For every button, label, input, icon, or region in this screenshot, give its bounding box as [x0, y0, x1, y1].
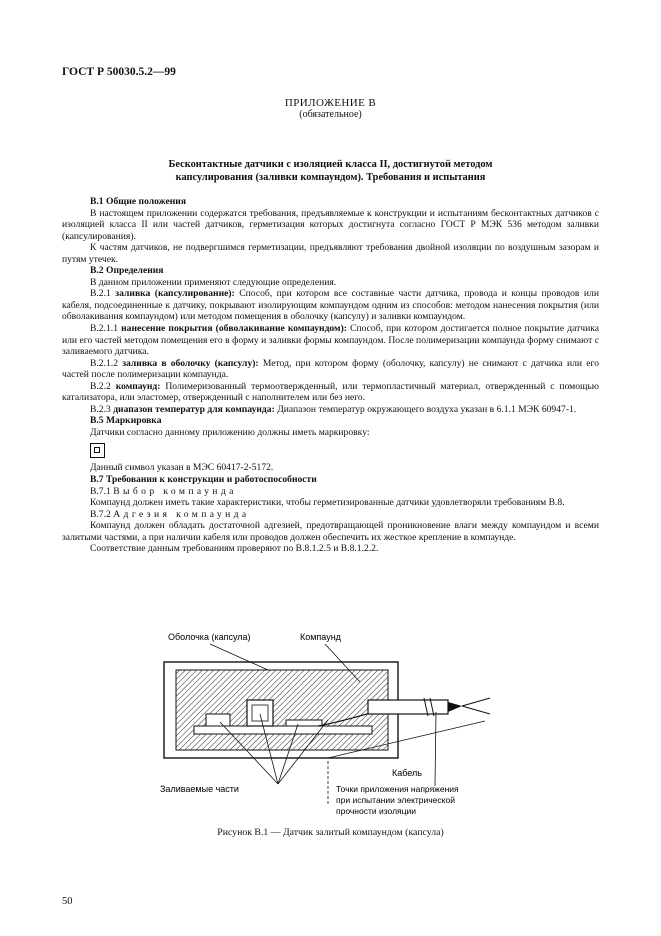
subsection-heading-b71 [62, 486, 599, 498]
label-cable: Кабель [392, 768, 422, 778]
circuit-board [194, 726, 372, 734]
definition-number: В.2.1.2 [90, 357, 118, 369]
appendix-title: ПРИЛОЖЕНИЕ В [284, 97, 377, 109]
definition-text: Способ, при котором достигается полное покрытие датчика или его частей методом помещения его в форму и заливки формы компаундом. После полимеризации компаунда форму снимают с заливаемого датчика. [62, 323, 600, 358]
component-small [206, 714, 230, 726]
definition-b211 [62, 323, 599, 358]
definition-b22 [62, 381, 599, 404]
document-header: ГОСТ Р 50030.5.2—99 [62, 66, 176, 78]
document-body [62, 196, 599, 555]
paragraph-b72-check: Соответствие данным требованиям проверяют по В.8.1.2.5 и В.8.1.2.2. [90, 543, 379, 555]
leader-cable [435, 712, 436, 786]
definition-term: диапазон температур для компаунда: [113, 403, 275, 415]
section-heading-b2: В.2 Определения [90, 265, 164, 277]
document-title-line1: Бесконтактные датчики с изоляцией класса II, достигнутой методом [168, 159, 493, 170]
paragraph-b1-2: К частям датчиков, не подвергшимся герметизации, предъявляют требования двойной изоляции по воздушным зазорам и путям утечек. [62, 242, 599, 265]
definition-text: Диапазон температур окружающего воздуха указан в 6.1.1 МЭК 60947-1. [277, 403, 577, 415]
compound-fill [176, 670, 388, 750]
label-test-points-3: прочности изоляции [336, 806, 416, 816]
label-parts: Заливаемые части [160, 784, 239, 794]
cable-wire-ends [462, 698, 490, 714]
definition-term: заливка (капсулирование): [115, 288, 235, 300]
definition-term: нанесение покрытия (обволакивание компаундом): [121, 323, 347, 335]
section-heading-b7: В.7 Требования к конструкции и работоспособности [90, 474, 317, 486]
paragraph-b5: Датчики согласно данному приложению должны иметь маркировку: [90, 426, 370, 438]
definition-text: Метод, при котором форму (оболочку, капсулу) не снимают с датчика или его частей после полимеризации компаунда. [62, 357, 599, 381]
definition-b23 [62, 404, 599, 416]
definition-b21 [62, 288, 599, 323]
definition-term: компаунд: [115, 380, 161, 392]
subsection-title: Адгезия компаунда [113, 508, 250, 520]
definition-number: В.2.1.1 [90, 323, 118, 335]
document-title [90, 158, 571, 184]
paragraph-b1-1: В настоящем приложении содержатся требования, предъявляемые к конструкции и испытаниям бесконтактных датчиков с изоляцией класса II или частей датчиков, герметизация которых достигнута согласно ГОСТ Р МЭК 536 методом заливки (капсулирования). [62, 207, 599, 242]
cable-sheath [368, 700, 448, 714]
label-shell: Оболочка (капсула) [168, 632, 251, 642]
subsection-title: Выбор компаунда [113, 485, 237, 497]
definition-text: Способ, при котором все составные части датчика, провода и концы проводов или кабеля, подсоединенные к датчику, покрывают изолирующим компаундом одним из способов: методом нанесения покрытия (или обволакивания компаундом) или методом помещения в оболочку (капсулу) и заливки компаундом. [62, 288, 599, 323]
label-test-points-1: Точки приложения напряжения [336, 784, 459, 794]
definition-text: Полимеризованный термоотвержденный, или термопластичный материал, отвержденный с помощью катализатора, или эластомер, отвержденный с наполнителем или без него. [62, 380, 599, 404]
appendix-subtitle: (обязательное) [299, 109, 362, 120]
cable-end [448, 702, 462, 712]
subsection-number: В.7.1 [90, 485, 111, 497]
paragraph-symbol-note: Данный символ указан в МЭС 60417-2-5172. [90, 462, 274, 474]
section-heading-b1: В.1 Общие положения [90, 196, 187, 207]
definition-number: В.2.2 [90, 380, 111, 392]
paragraph-b72: Компаунд должен обладать достаточной адгезией, предотвращающей проникновение влаги между компаундом и всеми залитыми частями, а при наличии кабеля или проводов должен обеспечить их жесткое крепление в компаунде. [62, 520, 599, 543]
component-flat [286, 720, 322, 726]
definition-term: заливка в оболочку (капсулу): [122, 357, 259, 369]
section-heading-b5: В.5 Маркировка [90, 415, 162, 427]
label-compound: Компаунд [300, 632, 341, 642]
definition-b212 [62, 358, 599, 381]
figure-encapsulated-sensor [150, 626, 510, 821]
definition-number: В.2.1 [90, 288, 111, 300]
subsection-number: В.7.2 [90, 508, 111, 520]
paragraph-b2-intro: В данном приложении применяют следующие определения. [90, 276, 337, 288]
class-ii-symbol-icon [90, 443, 105, 458]
label-test-points-2: при испытании электрической [336, 795, 455, 805]
paragraph-b71: Компаунд должен иметь такие характеристики, чтобы герметизированные датчики удовлетворяли требованиям В.8. [90, 497, 565, 509]
page-number: 50 [62, 896, 73, 907]
definition-number: В.2.3 [90, 403, 111, 415]
figure-caption: Рисунок В.1 — Датчик залитый компаундом (капсула) [217, 827, 444, 838]
component-large [247, 700, 273, 726]
document-title-line2: капсулирования (заливки компаундом). Требования и испытания [175, 172, 486, 183]
subsection-heading-b72 [62, 509, 599, 521]
